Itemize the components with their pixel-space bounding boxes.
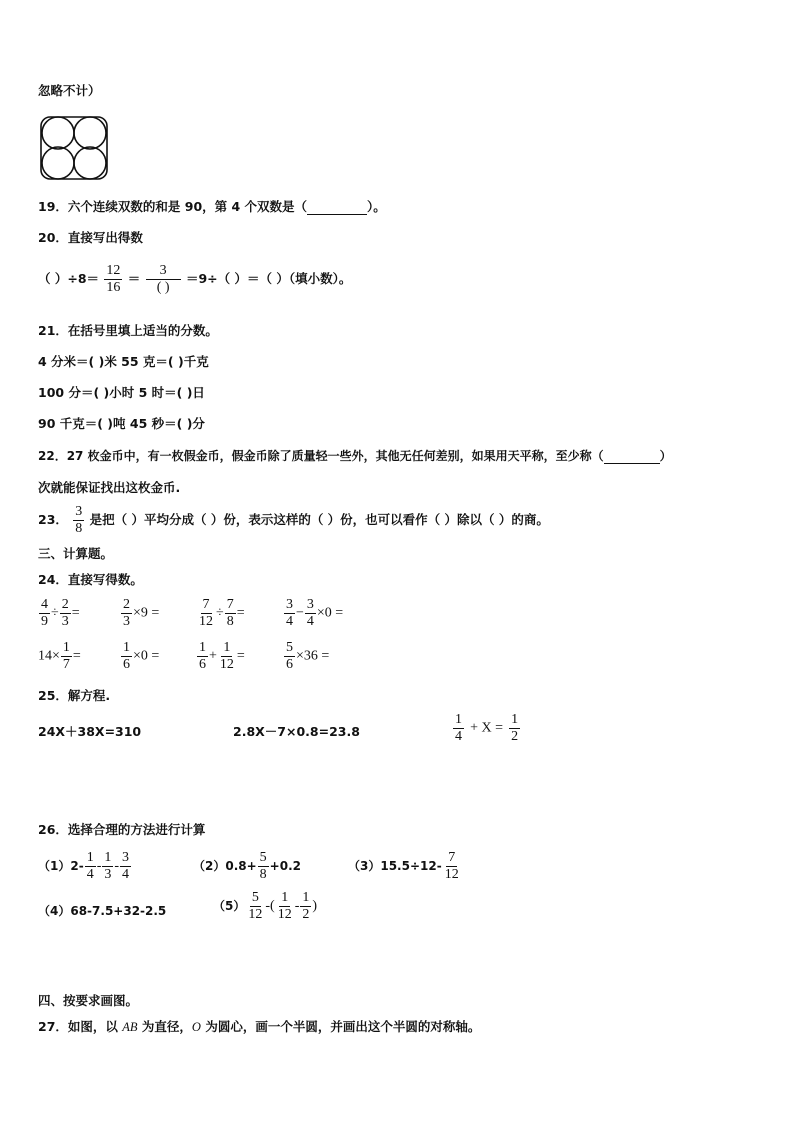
fraction: $\frac{3}{4}$: [306, 597, 314, 629]
fraction: $\frac{1}{6}$: [199, 640, 206, 672]
question-27: 27．如图，以 AB 为直径，O 为圆心，画一个半圆，并画出这个半圆的对称轴。: [38, 1019, 481, 1034]
fraction: $\frac{1}{4}$: [455, 712, 462, 744]
question-continuation: 忽略不计）: [38, 83, 101, 98]
q26-item-3: （3）15.5÷12- $\frac{7}{12}$: [348, 850, 459, 882]
question-26-title: 26．选择合理的方法进行计算: [38, 822, 206, 837]
fraction: $\frac{1}{12}$: [219, 640, 234, 672]
q24-item: $\frac{2}{3}$ ×9 =: [123, 597, 160, 629]
fraction: $\frac{12}{16}$: [106, 263, 121, 295]
question-21-title: 21．在括号里填上适当的分数。: [38, 323, 218, 338]
answer-blank[interactable]: [307, 214, 367, 215]
fraction: $\frac{3}{( )}$: [146, 263, 181, 296]
equation-2: 2.8X－7×0.8=23.8: [233, 724, 360, 739]
fraction: $\frac{3}{8}$: [75, 504, 83, 536]
q26-item-1: （1）2- $\frac{1}{4}$ - $\frac{1}{3}$ - $\frac{3}{4}$: [38, 850, 130, 882]
q24-item: $\frac{5}{6}$ ×36 =: [286, 640, 330, 672]
four-circles-figure: [40, 115, 110, 181]
equation-1: 24X＋38X=310: [38, 724, 142, 739]
fraction: $\frac{1}{6}$: [123, 640, 130, 672]
q26-item-2: （2）0.8+ $\frac{5}{8}$ +0.2: [193, 850, 301, 882]
fraction: $\frac{1}{7}$: [62, 640, 70, 672]
fraction: $\frac{7}{12}$: [199, 597, 213, 629]
equation-3: $\frac{1}{4}$ + X = $\frac{1}{2}$: [455, 712, 519, 744]
q24-item: $\frac{1}{6}$ ×0 =: [123, 640, 160, 672]
section-4-heading: 四、按要求画图。: [38, 993, 139, 1008]
fraction: $\frac{3}{4}$: [286, 597, 293, 629]
question-21-row-2: 100 分＝( )小时 5 时＝( )日: [38, 385, 205, 400]
fraction: $\frac{2}{3}$: [61, 597, 69, 629]
answer-blank[interactable]: [604, 463, 660, 464]
fraction: $\frac{5}{6}$: [286, 640, 293, 672]
question-20-expression: （ ）÷8＝ $\frac{12}{16}$ ＝ $\frac{3}{( )}$ ＝9÷（ ）＝（ ）（填小数）。: [38, 263, 352, 295]
question-25-title: 25．解方程.: [38, 688, 111, 703]
question-22-line-2: 次就能保证找出这枚金币.: [38, 480, 181, 495]
question-19: 19．六个连续双数的和是 90，第 4 个双数是（ ）。: [38, 199, 386, 214]
q24-item: $\frac{4}{9}$ ÷ $\frac{2}{3}$ =: [41, 597, 80, 629]
q24-item: $\frac{1}{6}$ + $\frac{1}{12}$ =: [199, 640, 245, 672]
fraction: $\frac{7}{8}$: [226, 597, 234, 629]
q24-item: $\frac{7}{12}$ ÷ $\frac{7}{8}$ =: [199, 597, 245, 629]
fraction: $\frac{4}{9}$: [41, 597, 48, 629]
question-22-line-1: 22．27 枚金币中，有一枚假金币，假金币除了质量轻一些外，其他无任何差别，如果用天平称，至少称（ ）: [38, 449, 672, 463]
q24-item: 14× $\frac{1}{7}$ =: [38, 640, 81, 672]
q26-item-5: （5） $\frac{5}{12}$ -( $\frac{1}{12}$ - $\frac{1}{2}$ ): [213, 890, 318, 922]
question-24-title: 24．直接写得数。: [38, 572, 143, 587]
section-3-heading: 三、计算题。: [38, 546, 114, 561]
question-23: 23． $\frac{3}{8}$ 是把（ ）平均分成（ ）份，表示这样的（ ）份，也可以看作（ ）除以（ ）的商。: [38, 504, 549, 536]
question-21-row-3: 90 千克＝( )吨 45 秒＝( )分: [38, 416, 205, 431]
q24-item: $\frac{3}{4}$ − $\frac{3}{4}$ ×0 =: [286, 597, 344, 629]
fraction: $\frac{2}{3}$: [123, 597, 130, 629]
fraction: $\frac{1}{2}$: [511, 712, 519, 744]
q19-text: 19．六个连续双数的和是 90，第 4 个双数是（: [38, 199, 308, 214]
question-21-row-1: 4 分米＝( )米 55 克＝( )千克: [38, 354, 209, 369]
question-20-title: 20．直接写出得数: [38, 230, 143, 245]
q26-item-4: （4）68-7.5+32-2.5: [38, 904, 167, 918]
